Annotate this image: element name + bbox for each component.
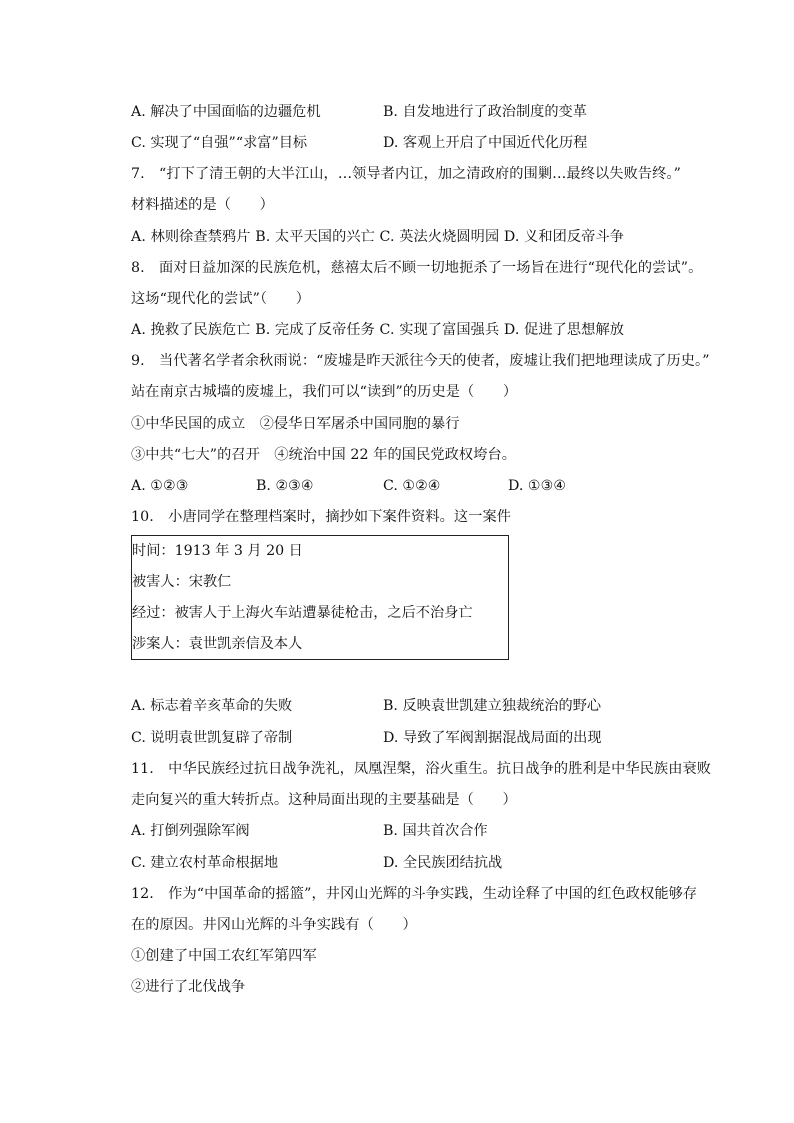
q9-option-b[interactable]: B. ②③④ [256, 478, 314, 494]
q8-stem-line-1: 8. 面对日益加深的民族危机，慈禧太后不顾一切地扼杀了一场旨在进行“现代化的尝试”。 [131, 260, 703, 276]
q11-stem-line-1: 11. 中华民族经过抗日战争洗礼，凤凰涅槃，浴火重生。抗日战争的胜利是中华民族由衰败 [131, 761, 712, 777]
q8-options[interactable]: A. 挽救了民族危亡 B. 完成了反帝任务 C. 实现了富国强兵 D. 促进了思想解放 [131, 322, 625, 338]
q9-stem-line-1: 9. 当代著名学者余秋雨说：“废墟是昨天派往今天的使者，废墟让我们把地理读成了历史。” [131, 353, 710, 369]
q12-item-2: ②进行了北伐战争 [131, 979, 246, 995]
q11-stem-line-2: 走向复兴的重大转折点。这种局面出现的主要基础是（ ） [131, 792, 517, 808]
q6-option-a[interactable]: A. 解决了中国面临的边疆危机 [131, 104, 321, 120]
case-process: 经过：被害人于上海火车站遭暴徒枪击，之后不治身亡 [132, 605, 473, 621]
q6-option-d[interactable]: D. 客观上开启了中国近代化历程 [383, 135, 588, 151]
q9-stem-line-2: 站在南京古城墙的废墟上，我们可以“读到”的历史是（ ） [131, 384, 518, 400]
q10-option-b[interactable]: B. 反映袁世凯建立独裁统治的野心 [383, 698, 602, 714]
q8-stem-line-2: 这场“现代化的尝试”（ ） [131, 291, 311, 307]
q10-case-box [131, 535, 509, 660]
q12-item-1: ①创建了中国工农红军第四军 [131, 948, 317, 964]
q6-option-c[interactable]: C. 实现了“自强”“求富”目标 [131, 135, 308, 151]
q12-stem-line-1: 12. 作为“中国革命的摇篮”，井冈山光辉的斗争实践，生动诠释了中国的红色政权能够存 [131, 886, 698, 902]
q7-stem-line-1: 7. “打下了清王朝的大半江山，…领导者内讧，加之清政府的围剿…最终以失败告终。” [131, 166, 681, 182]
q9-items-line-1: ①中华民国的成立 ②侵华日军屠杀中国同胞的暴行 [131, 416, 460, 432]
q11-option-d[interactable]: D. 全民族团结抗战 [383, 855, 503, 871]
case-victim: 被害人：宋教仁 [132, 574, 232, 590]
q7-options[interactable]: A. 林则徐查禁鸦片 B. 太平天国的兴亡 C. 英法火烧圆明园 D. 义和团反帝斗争 [131, 229, 625, 245]
q9-option-c[interactable]: C. ①②④ [383, 478, 441, 494]
case-time: 时间：1913 年 3 月 20 日 [132, 543, 303, 559]
q11-option-a[interactable]: A. 打倒列强除军阀 [131, 823, 250, 839]
q6-option-b[interactable]: B. 自发地进行了政治制度的变革 [383, 104, 587, 120]
q7-stem-line-2: 材料描述的是（ ） [131, 197, 274, 213]
q10-stem-line-1: 10. 小唐同学在整理档案时，摘抄如下案件资料。这一案件 [131, 509, 512, 525]
q11-option-b[interactable]: B. 国共首次合作 [383, 823, 488, 839]
q10-option-d[interactable]: D. 导致了军阀割据混战局面的出现 [383, 730, 602, 746]
q9-items-line-2: ③中共“七大”的召开 ④统治中国 22 年的国民党政权垮台。 [131, 447, 517, 463]
case-suspect: 涉案人：袁世凯亲信及本人 [132, 636, 303, 652]
q12-stem-line-2: 在的原因。井冈山光辉的斗争实践有（ ） [131, 917, 417, 933]
q9-option-a[interactable]: A. ①②③ [131, 478, 189, 494]
q11-option-c[interactable]: C. 建立农村革命根据地 [131, 855, 279, 871]
q10-option-c[interactable]: C. 说明袁世凯复辟了帝制 [131, 730, 293, 746]
q10-option-a[interactable]: A. 标志着辛亥革命的失败 [131, 698, 293, 714]
q9-option-d[interactable]: D. ①③④ [508, 478, 567, 494]
